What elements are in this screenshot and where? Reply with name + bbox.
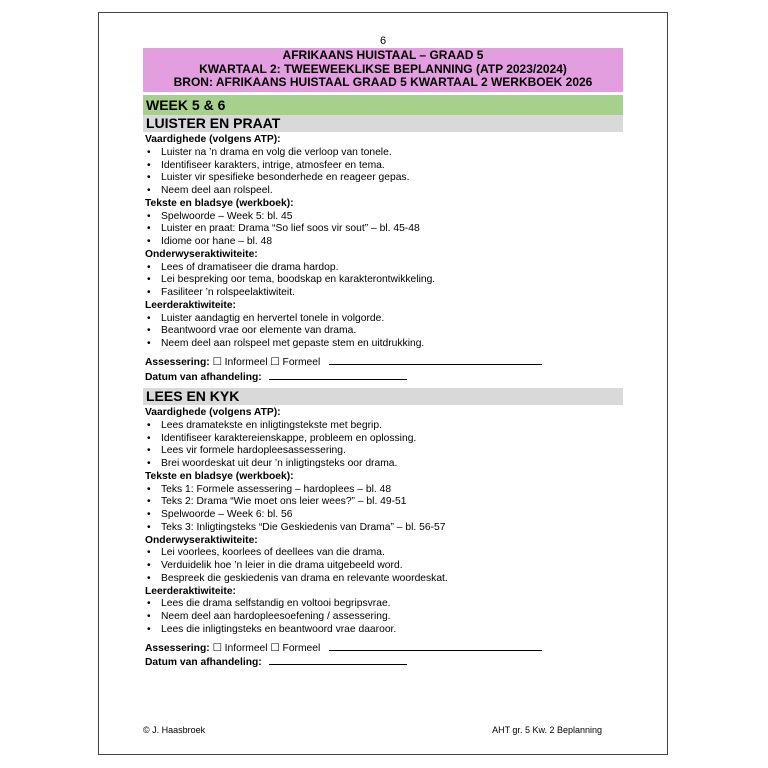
header-title: AFRIKAANS HUISTAAL – GRAAD 5 (282, 48, 484, 62)
bullet-list (145, 211, 625, 249)
list-item: • Teks 3: Inligtingsteks “Die Geskiedenis van Drama” – bl. 56-57 (145, 522, 625, 535)
list-item: • Brei woordeskat uit deur ’n inligtingsteks oor drama. (145, 458, 625, 471)
completion-date-row (145, 655, 625, 670)
list-item: • Teks 1: Formele assessering – hardoplees – bl. 48 (145, 484, 625, 497)
list-item: • Neem deel aan rolspeel met gepaste stem en uitdrukking. (145, 338, 625, 351)
document-page (98, 12, 668, 755)
footer-copyright: © J. Haasbroek (143, 725, 206, 735)
header-source: BRON: AFRIKAANS HUISTAAL GRAAD 5 KWARTAAL 2 WERKBOEK 2026 (173, 75, 593, 89)
list-item: • Lees vir formele hardopleesassessering. (145, 445, 625, 458)
list-item: • Neem deel aan rolspeel. (145, 185, 625, 198)
completion-date-row (145, 370, 625, 385)
document-header (143, 48, 623, 92)
list-item: • Spelwoorde – Week 6: bl. 56 (145, 509, 625, 522)
list-item: • Luister na ’n drama en volg die verloop van tonele. (145, 147, 625, 160)
group-heading: Onderwyseraktiwiteite: (145, 248, 258, 260)
group-heading: Onderwyseraktiwiteite: (145, 534, 258, 546)
date-blank-line (269, 655, 407, 665)
list-item: • Luister en praat: Drama “So lief soos vir sout” – bl. 45-48 (145, 223, 625, 236)
week-heading: WEEK 5 & 6 (143, 95, 623, 115)
assessment-label: Assessering: (145, 642, 210, 654)
bullet-list (145, 420, 625, 471)
section-title-lees-en-kyk: LEES EN KYK (143, 388, 623, 405)
list-item: • Bespreek die geskiedenis van drama en relevante woordeskat. (145, 573, 625, 586)
list-item: • Luister vir spesifieke besonderhede en reageer gepas. (145, 172, 625, 185)
assessment-options: ☐ Informeel ☐ Formeel (212, 356, 321, 368)
assessment-label: Assessering: (145, 356, 210, 368)
bullet-list (145, 484, 625, 535)
group-heading: Tekste en bladsye (werkboek): (145, 470, 294, 482)
list-item: • Lees die drama selfstandig en voltooi begripsvrae. (145, 598, 625, 611)
list-item: • Lei bespreking oor tema, boodskap en karakterontwikkeling. (145, 274, 625, 287)
list-item: • Lees die inligtingsteks en beantwoord vrae daaroor. (145, 624, 625, 637)
bullet-list (145, 547, 625, 585)
group-heading: Leerderaktiwiteite: (145, 299, 236, 311)
list-item: • Identifiseer karakters, intrige, atmosfeer en tema. (145, 160, 625, 173)
bullet-list (145, 598, 625, 636)
list-item: • Lees dramatekste en inligtingstekste met begrip. (145, 420, 625, 433)
group-heading: Vaardighede (volgens ATP): (145, 134, 281, 145)
date-label: Datum van afhandeling: (145, 657, 262, 669)
list-item: • Teks 2: Drama “Wie moet ons leier wees?” – bl. 49-51 (145, 496, 625, 509)
assessment-blank-line (329, 641, 542, 651)
list-item: • Idiome oor hane – bl. 48 (145, 236, 625, 249)
bullet-list (145, 313, 625, 351)
list-item: • Lees of dramatiseer die drama hardop. (145, 262, 625, 275)
bullet-list (145, 262, 625, 300)
list-item: • Identifiseer karaktereienskappe, probleem en oplossing. (145, 433, 625, 446)
group-heading: Vaardighede (volgens ATP): (145, 407, 281, 418)
page-number: 6 (379, 35, 387, 47)
header-subtitle: KWARTAAL 2: TWEEWEEKLIKSE BEPLANNING (ATP 2023/2024) (199, 61, 567, 76)
list-item: • Verduidelik hoe ’n leier in die drama uitgebeeld word. (145, 560, 625, 573)
date-label: Datum van afhandeling: (145, 371, 262, 383)
assessment-blank-line (329, 355, 542, 365)
list-item: • Fasiliteer ’n rolspeelaktiwiteit. (145, 287, 625, 300)
list-item: • Spelwoorde – Week 5: bl. 45 (145, 211, 625, 224)
list-item: • Beantwoord vrae oor elemente van drama. (145, 325, 625, 338)
assessment-row (145, 641, 625, 656)
list-item: • Lei voorlees, koorlees of deellees van die drama. (145, 547, 625, 560)
group-heading: Leerderaktiwiteite: (145, 585, 236, 597)
assessment-options: ☐ Informeel ☐ Formeel (212, 642, 321, 654)
date-blank-line (269, 370, 407, 380)
section-title-luister-en-praat: LUISTER EN PRAAT (143, 115, 623, 132)
list-item: • Luister aandagtig en hervertel tonele in volgorde. (145, 313, 625, 326)
group-heading: Tekste en bladsye (werkboek): (145, 197, 294, 209)
section-body-lees-en-kyk (145, 407, 625, 670)
assessment-row (145, 355, 625, 370)
bullet-list (145, 147, 625, 198)
section-body-luister-en-praat (145, 134, 625, 384)
footer-title: AHT gr. 5 Kw. 2 Beplanning (492, 725, 602, 735)
list-item: • Neem deel aan hardopleesoefening / assessering. (145, 611, 625, 624)
